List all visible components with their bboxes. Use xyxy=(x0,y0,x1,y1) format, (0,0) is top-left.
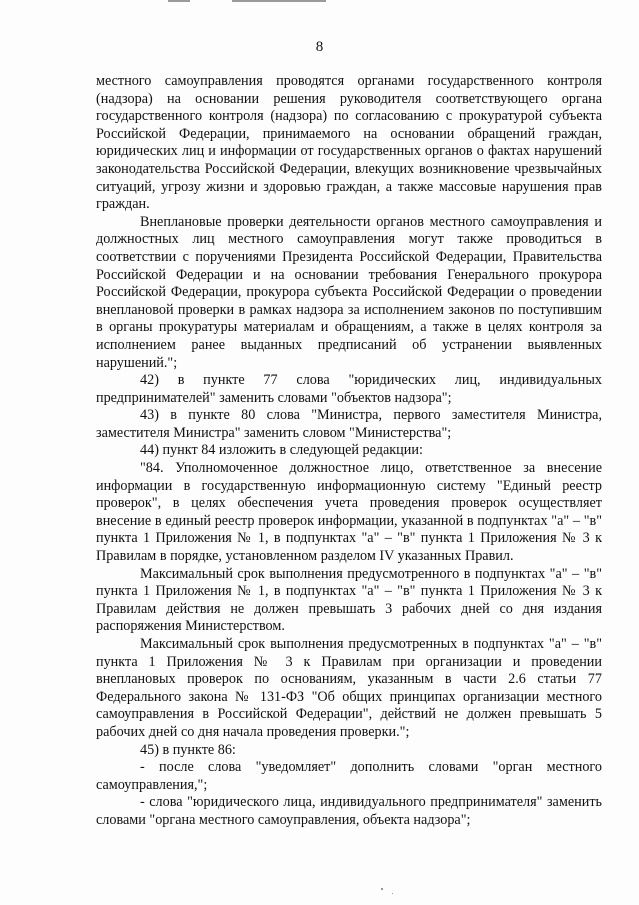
scan-speck xyxy=(392,893,393,894)
paragraph-7: Максимальный срок выполнения предусмотренного в подпунктах "а" – "в" пункта 1 Приложения № 1, в подпунктах "а" – "в" пункта 1 Приложения № 3 к Правилам действия не должен превышать 3 рабочих дней со дня издания распоряжения Министерством. xyxy=(96,565,602,635)
paragraph-6: "84. Уполномоченное должностное лицо, ответственное за внесение информации в государственную информационную систему "Единый реестр проверок", в целях обеспечения учета проведения проверок осуществляет внесение в единый реестр проверок информации, указанной в подпунктах "а" – "в" пункта 1 Приложения № 1, в подпунктах "а" – "в" пункта 1 Приложения № 3 к Правилам в порядке, установленном разделом IV указанных Правил. xyxy=(96,460,602,565)
paragraph-1: местного самоуправления проводятся органами государственного контроля (надзора) на основании решения руководителя соответствующего органа государственного контроля (надзора) по согласованию с прокуратурой субъекта Российской Федерации, принимаемого на основании обращений граждан, юридических лиц и информации от государственных органов о фактах нарушений законодательства Российской Федерации, влекущих возникновение чрезвычайных ситуаций, угрозу жизни и здоровью граждан, а также массовые нарушения прав граждан. xyxy=(96,73,602,213)
document-body xyxy=(96,73,602,830)
paragraph-2: Внеплановые проверки деятельности органов местного самоуправления и должностных лиц местного самоуправления могут также проводиться в соответствии с поручениями Президента Российской Федерации, Правительства Российской Федерации и на основании требования Генерального прокурора Российской Федерации, прокурора субъекта Российской Федерации о проведении внеплановой проверки в рамках надзора за исполнением законов по поступившим в органы прокуратуры материалам и обращениям, а также в целях контроля за исполнением ранее выданных предписаний об устранении выявленных нарушений."; xyxy=(96,213,602,371)
scan-top-edge xyxy=(0,0,639,3)
scan-speck xyxy=(381,888,383,890)
page-number: 8 xyxy=(315,39,324,55)
paragraph-3: 42) в пункте 77 слова "юридических лиц, индивидуальных предпринимателей" заменить словами "объектов надзора"; xyxy=(96,372,602,406)
paragraph-4: 43) в пункте 80 слова "Министра, первого заместителя Министра, заместителя Министра" заменить словом "Министерства"; xyxy=(96,407,602,441)
paragraph-9: 45) в пункте 86: xyxy=(140,741,236,758)
paragraph-8: Максимальный срок выполнения предусмотренных в подпунктах "а" – "в" пункта 1 Приложения № 3 к Правилам при организации и проведении внеплановых проверок по основаниям, указанным в части 2.6 статьи 77 Федерального закона № 131-ФЗ "Об общих принципах организации местного самоуправления в Российской Федерации", действий не должен превышать 5 рабочих дней со дня начала проведения проверки."; xyxy=(96,636,602,740)
paragraph-11: - слова "юридического лица, индивидуального предпринимателя" заменить словами "органа местного самоуправления, объекта надзора"; xyxy=(96,794,602,828)
paragraph-5: 44) пункт 84 изложить в следующей редакции: xyxy=(140,442,423,459)
paragraph-10: - после слова "уведомляет" дополнить словами "орган местного самоуправления,"; xyxy=(96,759,602,793)
